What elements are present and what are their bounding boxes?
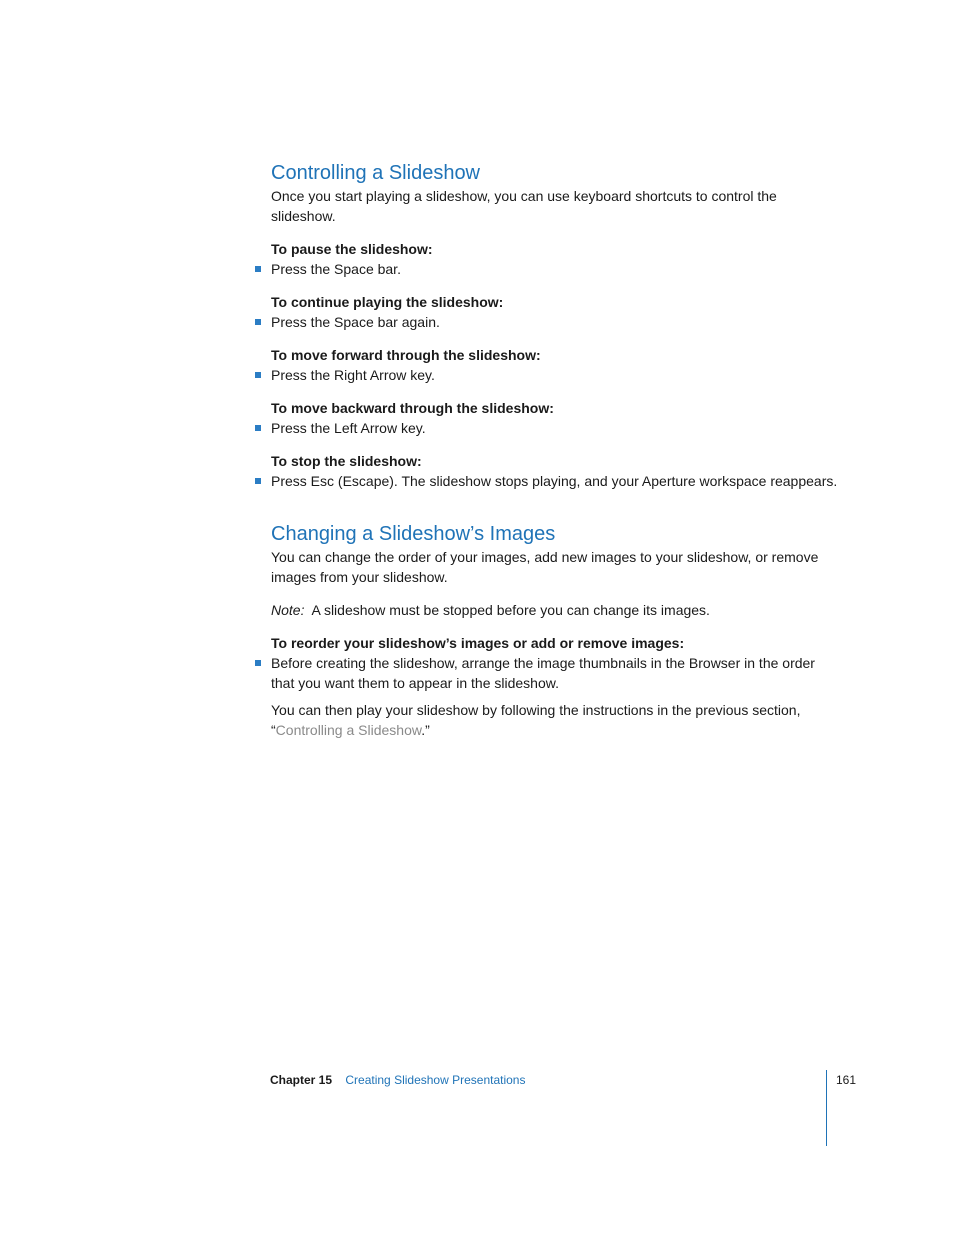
task-step-text: Press the Space bar again.: [271, 314, 440, 330]
task-step-text: Press the Space bar.: [271, 261, 401, 277]
note: [271, 600, 831, 620]
task-step-text: Press the Right Arrow key.: [271, 367, 435, 383]
task-pause: [271, 239, 831, 279]
task-stop: [271, 451, 838, 491]
task-title: To move backward through the slideshow:: [271, 400, 554, 416]
task-title: To reorder your slideshow’s images or add or remove images:: [271, 635, 685, 651]
task-title: To pause the slideshow:: [271, 241, 433, 257]
task-reorder: [271, 633, 831, 693]
task-forward: [271, 345, 831, 385]
footer-chapter: [270, 1072, 525, 1088]
note-label: Note:: [271, 602, 305, 618]
cross-reference-link[interactable]: Controlling a Slideshow: [275, 722, 422, 738]
task-step-text: Before creating the slideshow, arrange the image thumbnails in the Browser in the order that you want them to appear in the slideshow.: [271, 655, 815, 691]
task-backward: [271, 398, 831, 438]
bullet-icon: [255, 425, 261, 431]
section-heading-changing: Changing a Slideshow’s Images: [271, 523, 556, 545]
bullet-icon: [255, 372, 261, 378]
follow-up-paragraph: [271, 700, 831, 740]
bullet-icon: [255, 319, 261, 325]
follow-up-suffix: .”: [421, 722, 430, 738]
task-step-text: Press the Left Arrow key.: [271, 420, 426, 436]
task-step: [271, 312, 831, 332]
chapter-label: Chapter 15: [270, 1073, 333, 1087]
task-step: [271, 653, 831, 693]
task-title: To stop the slideshow:: [271, 453, 422, 469]
task-step: [271, 471, 838, 491]
task-step: [271, 259, 831, 279]
chapter-title-link[interactable]: Creating Slideshow Presentations: [345, 1073, 526, 1087]
section-intro-changing: You can change the order of your images, add new images to your slideshow, or remove images from your slideshow.: [271, 549, 819, 585]
section-heading-controlling: Controlling a Slideshow: [271, 162, 481, 184]
bullet-icon: [255, 266, 261, 272]
follow-up-text: You can then play your slideshow by following the instructions in the previous section, “: [271, 702, 801, 738]
page-content: [271, 160, 838, 740]
section-intro-controlling: Once you start playing a slideshow, you can use keyboard shortcuts to control the slideshow.: [271, 188, 777, 224]
task-title: To move forward through the slideshow:: [271, 347, 541, 363]
task-step-text: Press Esc (Escape). The slideshow stops playing, and your Aperture workspace reappears.: [271, 473, 838, 489]
page-number: 161: [836, 1073, 857, 1087]
footer-divider: [826, 1070, 827, 1146]
task-title: To continue playing the slideshow:: [271, 294, 504, 310]
task-step: [271, 365, 831, 385]
bullet-icon: [255, 478, 261, 484]
task-continue: [271, 292, 831, 332]
bullet-icon: [255, 660, 261, 666]
note-text: A slideshow must be stopped before you can change its images.: [311, 602, 710, 618]
task-step: [271, 418, 831, 438]
